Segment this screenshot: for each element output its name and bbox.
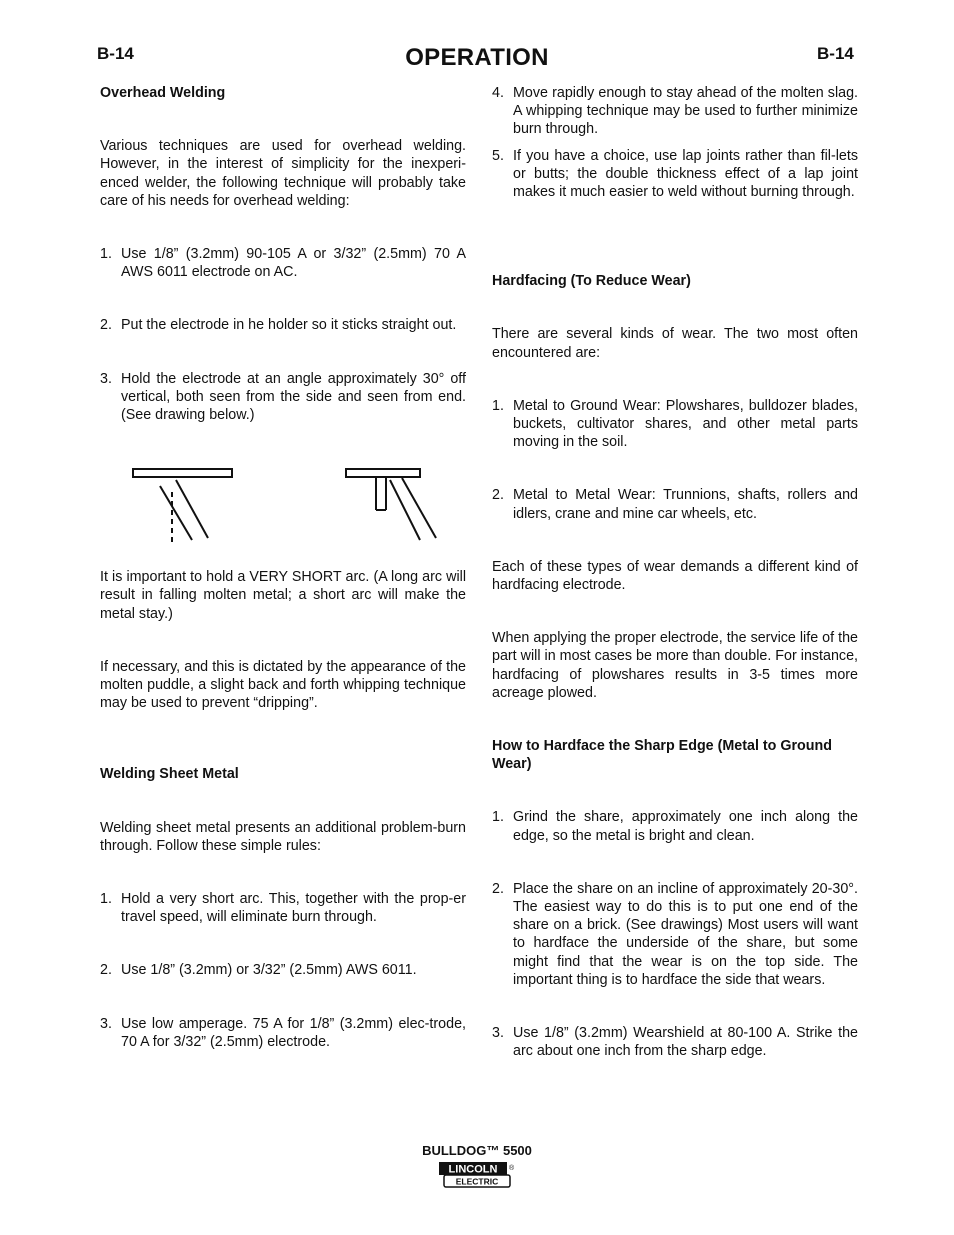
- page-number-left: B-14: [97, 44, 134, 63]
- list-item: 3. Hold the electrode at an angle approximately 30° off vertical, both seen from the side and seen from end. (See drawing below.): [100, 370, 466, 424]
- list-item: 1. Use 1/8” (3.2mm) 90-105 A or 3/32” (2.5mm) 70 A AWS 6011 electrode on AC.: [100, 246, 466, 281]
- list-item: 1. Hold a very short arc. This, together with the prop-er travel speed, will eliminate burn through.: [100, 891, 466, 926]
- service-life-note: When applying the proper electrode, the service life of the part will in most cases be more than double. For instance, hardfacing of plowshares results in 3-5 times more acreage plowed.: [492, 630, 858, 701]
- list-item: 5. If you have a choice, use lap joints rather than fil-lets or butts; the double thickness effect of a lap joint makes it much easier to weld without burning through.: [492, 147, 858, 201]
- list-item: 2. Metal to Metal Wear: Trunnions, shafts, rollers and idlers, crane and mine car wheels, etc.: [492, 487, 858, 522]
- sheet-metal-heading: Welding Sheet Metal: [100, 766, 239, 783]
- section-title: OPERATION: [405, 44, 549, 71]
- product-model: BULLDOG™ 5500: [422, 1143, 532, 1158]
- list-item: 2. Put the electrode in he holder so it sticks straight out.: [100, 317, 457, 334]
- overhead-heading: Overhead Welding: [100, 85, 226, 101]
- list-item: 4. Move rapidly enough to stay ahead of the molten slag. A whipping technique may be used to further minimize burn through.: [492, 85, 858, 138]
- left-column: [100, 84, 466, 1051]
- overhead-intro: Various techniques are used for overhead welding. However, in the interest of simplicity for the inexperi-enced welder, the following technique will probably take care of his needs for overhead welding:: [100, 138, 466, 209]
- svg-text:LINCOLN: LINCOLN: [448, 1163, 498, 1176]
- hardfacing-intro: There are several kinds of wear. The two most often encountered are:: [492, 326, 858, 361]
- short-arc-note: It is important to hold a VERY SHORT arc. (A long arc will result in falling molten metal; a short arc will make the metal stay.): [100, 569, 466, 622]
- list-item: 3. Use 1/8” (3.2mm) Wearshield at 80-100 A. Strike the arc about one inch from the sharp edge.: [492, 1025, 858, 1060]
- list-item: 3. Use low amperage. 75 A for 1/8” (3.2mm) elec-trode, 70 A for 3/32” (2.5mm) electrode.: [100, 1015, 466, 1050]
- list-item: 1. Grind the share, approximately one inch along the edge, so the metal is bright and clean.: [492, 809, 858, 844]
- electrode-angle-drawing: [100, 466, 466, 562]
- page-number-right: B-14: [817, 44, 854, 63]
- list-item: 2. Use 1/8” (3.2mm) or 3/32” (2.5mm) AWS 6011.: [100, 962, 417, 979]
- svg-text:®: ®: [509, 1165, 515, 1172]
- right-column: [492, 84, 858, 1061]
- list-item: 1. Metal to Ground Wear: Plowshares, bulldozer blades, buckets, cultivator shares, and other metal parts moving in the soil.: [492, 397, 858, 451]
- hardfacing-heading: Hardfacing (To Reduce Wear): [492, 273, 691, 290]
- wear-types-note: Each of these types of wear demands a different kind of hardfacing electrode.: [492, 558, 858, 594]
- lincoln-electric-logo: [438, 1161, 516, 1189]
- svg-text:ELECTRIC: ELECTRIC: [455, 1176, 499, 1187]
- page-footer: [0, 1143, 954, 1194]
- whipping-note: If necessary, and this is dictated by the appearance of the molten puddle, a slight back and forth whipping technique may be used to prevent “dripping”.: [100, 658, 466, 712]
- list-item: 2. Place the share on an incline of approximately 20-30°. The easiest way to do this is to put one end of the share on a brick. (See drawings) Most users will want to hardface the underside of the share, but some might find that the wear is on the top side. The important thing is to hardface the side that wears.: [492, 880, 858, 988]
- sharp-edge-heading: How to Hardface the Sharp Edge (Metal to Ground Wear): [492, 738, 832, 773]
- sheet-metal-intro: Welding sheet metal presents an additional problem-burn through. Follow these simple rules:: [100, 819, 466, 854]
